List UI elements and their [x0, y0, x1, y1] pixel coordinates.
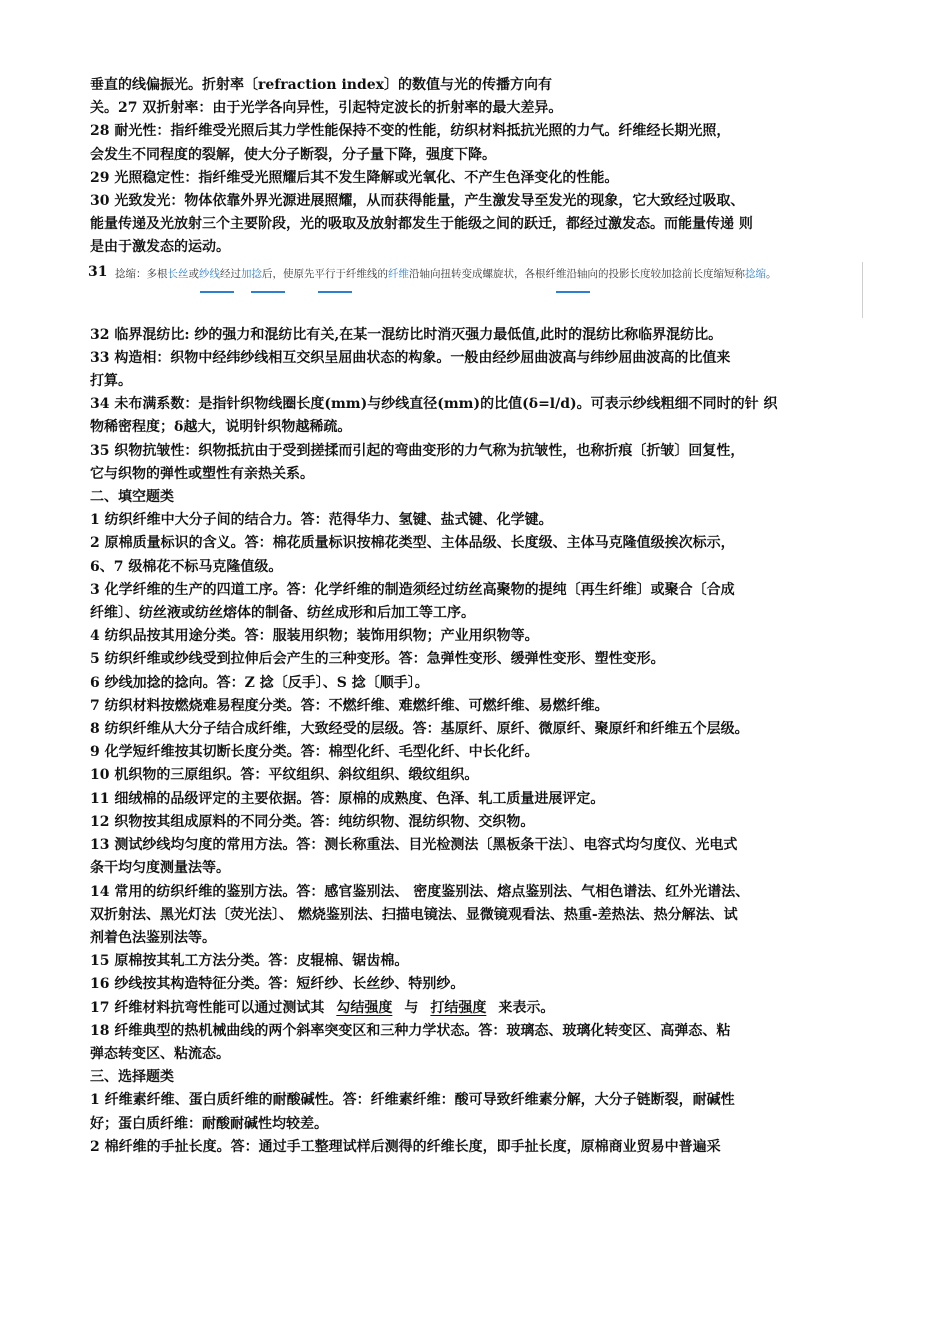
answer-underlined: 打结强度 — [430, 999, 487, 1016]
text-line: 10 机织物的三原组织。答：平纹组织、斜纹组织、缎纹组织。 — [90, 767, 479, 784]
document-page — [90, 74, 880, 1159]
text-line: 28 耐光性：指纤维受光照后其力学性能保持不变的性能，纺织材料抵抗光照的力气。纤维经长期光照， — [90, 123, 731, 140]
text-line: 30 光致发光：物体依靠外界光源进展照耀，从而获得能量，产生激发导至发光的现象，它大致经过吸取、 — [90, 193, 745, 210]
text-line: 关。27 双折射率：由于光学各向异性，引起特定波长的折射率的最大差异。 — [90, 100, 563, 117]
text-line: 弹态转变区、粘流态。 — [90, 1045, 230, 1062]
text-line: 5 纺织纤维或纱线受到拉伸后会产生的三种变形。答：急弹性变形、缓弹性变形、塑性变形。 — [90, 651, 665, 668]
text-line: 13 测试纱线均匀度的常用方法。答：测长称重法、目光检测法〔黑板条干法〕、电容式均匀度仪、光电式 — [90, 837, 738, 854]
text-line: 条干均匀度测量法等。 — [90, 860, 230, 877]
text-line: 11 细绒棉的品级评定的主要依据。答：原棉的成熟度、色泽、轧工质量进展评定。 — [90, 790, 605, 807]
section-heading: 二、填空题类 — [90, 489, 174, 506]
text-line: 会发生不同程度的裂解，使大分子断裂，分子量下降，强度下降。 — [90, 146, 496, 163]
text-line: 6、7 级棉花不标马克隆值级。 — [90, 558, 283, 575]
text-line: 打算。 — [90, 373, 132, 390]
text-line: 是由于激发态的运动。 — [90, 239, 230, 256]
link-underline — [556, 291, 590, 293]
text-line: 15 原棉按其轧工方法分类。答：皮辊棉、锯齿棉。 — [90, 953, 409, 970]
text-line: 33 构造相：织物中经纬纱线相互交织呈屈曲状态的构象。一般由经纱屈曲波高与纬纱屈曲波高的比值来 — [90, 349, 731, 366]
snippet-text: 捻缩：多根长丝或纱线经过加捻后，使原先平行于纤维线的纤维沿轴向扭转变成螺旋状，各根纤维沿轴向的投影长度较加捻前长度缩短称捻缩。 — [115, 267, 777, 280]
text-line: 12 织物按其组成原料的不同分类。答：纯纺织物、混纺织物、交织物。 — [90, 813, 535, 830]
text-line: 8 纺织纤维从大分子结合成纤维，大致经受的层级。答：基原纤、原纤、微原纤、聚原纤和纤维五个层级。 — [90, 721, 749, 738]
link-yarn[interactable]: 纱线 — [199, 267, 220, 280]
text-line: 6 纱线加捻的捻向。答：Z 捻〔反手〕、S 捻〔顺手〕。 — [90, 674, 429, 691]
text-line: 剂着色法鉴别法等。 — [90, 929, 216, 946]
embedded-definition-snippet — [90, 262, 863, 318]
text-line: 2 原棉质量标识的含义。答：棉花质量标识按棉花类型、主体品级、长度级、主体马克隆值级挨次标示， — [90, 535, 735, 552]
section-heading: 三、选择题类 — [90, 1069, 174, 1086]
text-line: 35 织物抗皱性：织物抵抗由于受到搓揉而引起的弯曲变形的力气称为抗皱性，也称折痕〔折皱〕回复性， — [90, 442, 745, 459]
text-line: 4 纺织品按其用途分类。答：服装用织物；装饰用织物；产业用织物等。 — [90, 628, 539, 645]
link-filament[interactable]: 长丝 — [167, 267, 189, 280]
text-line: 它与织物的弹性或塑性有亲热关系。 — [90, 465, 314, 482]
item-number: 31 — [88, 263, 108, 280]
text-line: 17 纤维材料抗弯性能可以通过测试其 勾结强度 与 打结强度 来表示。 — [90, 999, 555, 1016]
text-line: 7 纺织材料按燃烧难易程度分类。答：不燃纤维、难燃纤维、可燃纤维、易燃纤维。 — [90, 697, 609, 714]
text-line: 16 纱线按其构造特征分类。答：短纤纱、长丝纱、特别纱。 — [90, 976, 465, 993]
text-line: 物稀密程度；δ越大，说明针织物越稀疏。 — [90, 419, 352, 436]
answer-underlined: 勾结强度 — [336, 999, 393, 1016]
text-line: 32 临界混纺比: 纱的强力和混纺比有关,在某一混纺比时消灭强力最低值,此时的混纺比称临界混纺比。 — [90, 326, 723, 343]
text-line: 1 纤维素纤维、蛋白质纤维的耐酸碱性。答：纤维素纤维：酸可导致纤维素分解，大分子链断裂，耐碱性 — [90, 1092, 735, 1109]
text-line: 1 纺织纤维中大分子间的结合力。答：范得华力、氢键、盐式键、化学键。 — [90, 512, 553, 529]
text-line: 双折射法、黑光灯法〔荧光法〕、 燃烧鉴别法、扫描电镜法、显微镜观看法、热重-差热法、热分解法、试 — [90, 906, 738, 923]
text-line: 2 棉纤维的手扯长度。答：通过手工整理试样后测得的纤维长度，即手扯长度，原棉商业贸易中普遍采 — [90, 1138, 721, 1155]
link-twist-contraction[interactable]: 捻缩 — [745, 267, 766, 280]
link-fiber[interactable]: 纤维 — [388, 267, 409, 280]
text-line: 14 常用的纺织纤维的鉴别方法。答：感官鉴别法、 密度鉴别法、熔点鉴别法、气相色谱法、红外光谱法、 — [90, 883, 750, 900]
text-line: 34 未布满系数：是指针织物线圈长度(mm)与纱线直径(mm)的比值(δ=l/d)。可表示纱线粗细不同时的针 织 — [90, 396, 778, 413]
text-line: 能量传递及光放射三个主要阶段，光的吸取及放射都发生于能级之间的跃迁，都经过激发态。而能量传递 则 — [90, 216, 753, 233]
text-line: 垂直的线偏振光。折射率〔refraction index〕的数值与光的传播方向有 — [90, 77, 552, 93]
text-line: 纤维〕、纺丝液或纺丝熔体的制备、纺丝成形和后加工等工序。 — [90, 605, 475, 622]
text-line: 3 化学纤维的生产的四道工序。答：化学纤维的制造须经过纺丝高聚物的提纯〔再生纤维〕或聚合〔合成 — [90, 581, 735, 598]
text-line: 29 光照稳定性：指纤维受光照耀后其不发生降解或光氧化、不产生色泽变化的性能。 — [90, 169, 619, 186]
link-underline — [318, 291, 352, 293]
link-underline — [251, 291, 285, 293]
text-line: 18 纤维典型的热机械曲线的两个斜率突变区和三种力学状态。答：玻璃态、玻璃化转变区、高弹态、粘 — [90, 1022, 731, 1039]
link-underline — [200, 291, 234, 293]
text-line: 9 化学短纤维按其切断长度分类。答：棉型化纤、毛型化纤、中长化纤。 — [90, 744, 539, 761]
text-line: 好；蛋白质纤维：耐酸耐碱性均较差。 — [90, 1115, 328, 1132]
link-twisting[interactable]: 加捻 — [241, 267, 262, 280]
